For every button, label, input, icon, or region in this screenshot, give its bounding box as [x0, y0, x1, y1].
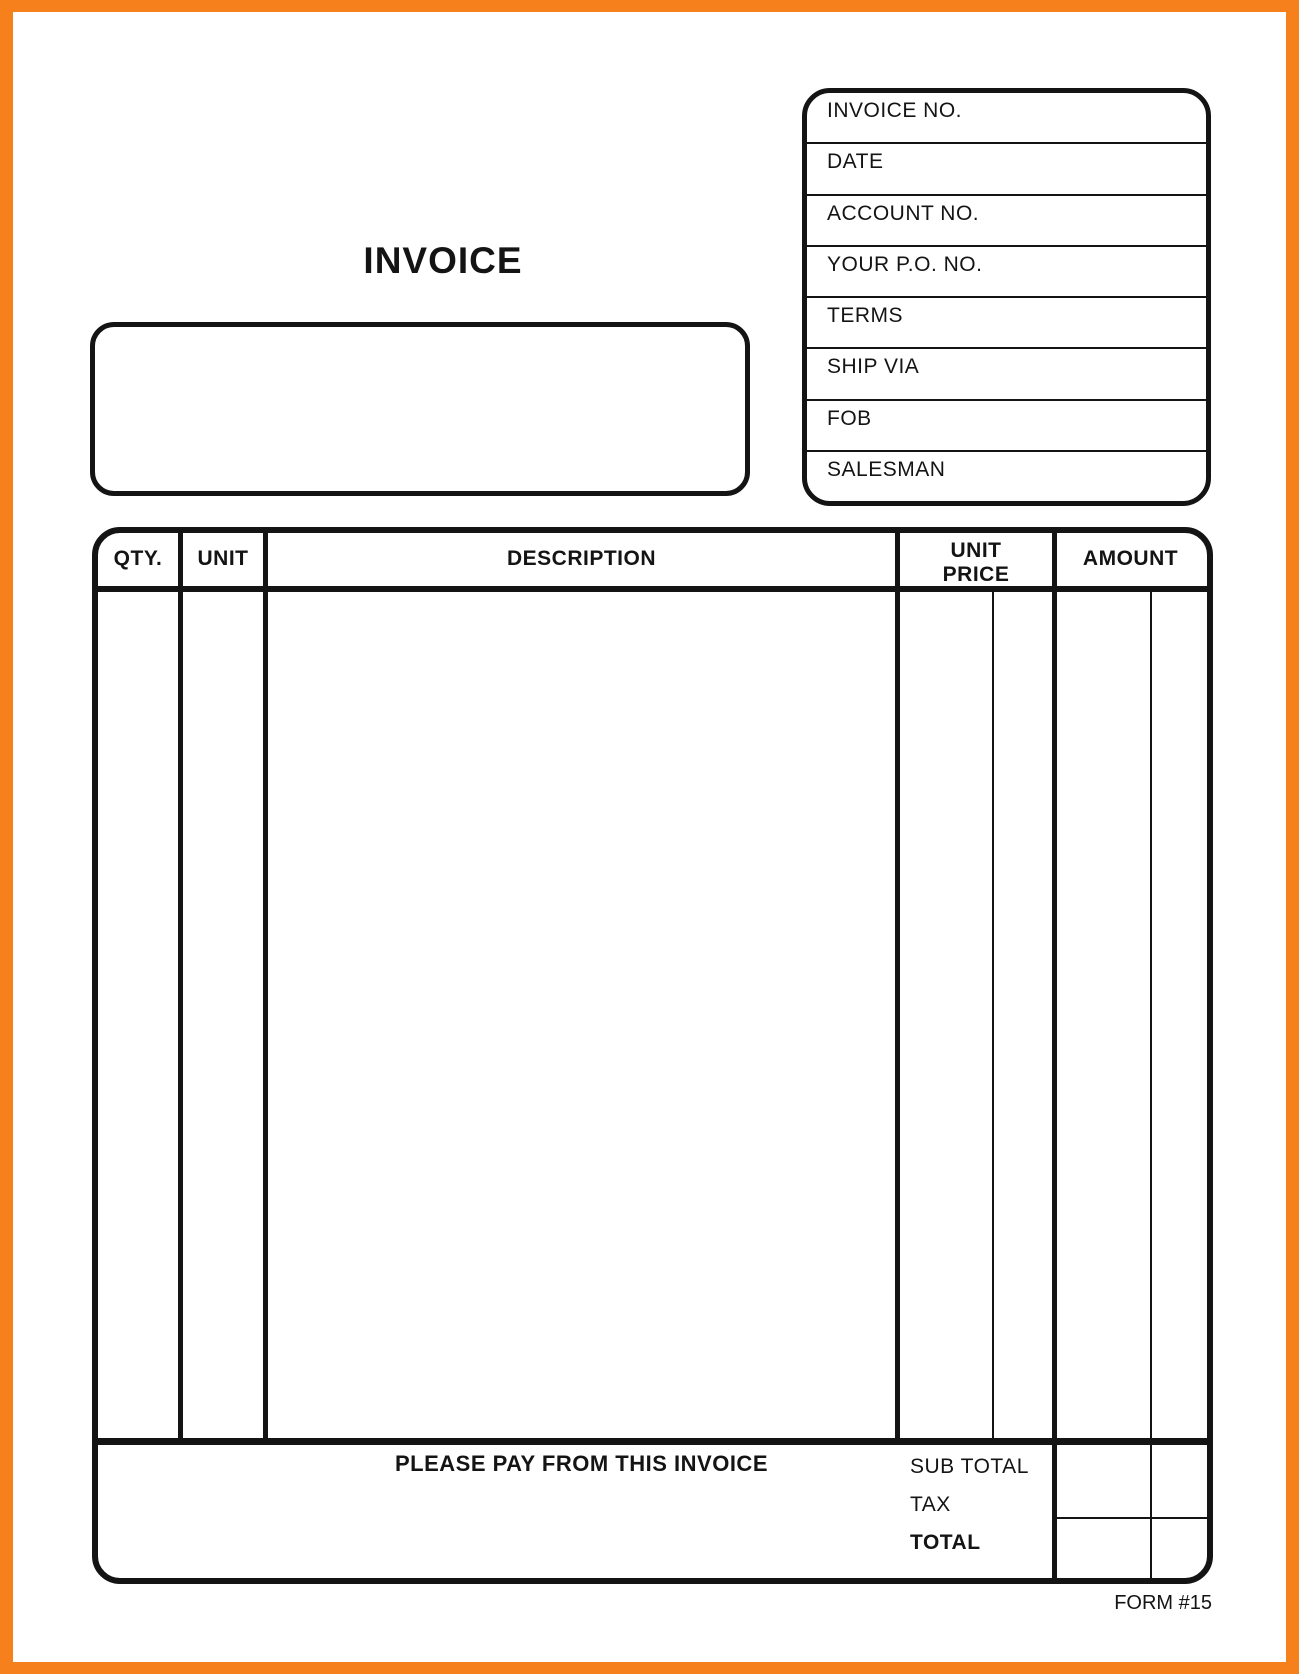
total-amount-cell[interactable] — [1057, 1519, 1207, 1578]
line-items-grid — [98, 533, 1207, 1578]
ship-via-field[interactable] — [807, 347, 1206, 398]
subtotal-label: SUB TOTAL — [910, 1455, 1029, 1478]
date-label: DATE — [827, 150, 884, 174]
po-no-label: YOUR P.O. NO. — [827, 252, 983, 276]
account-no-label: ACCOUNT NO. — [827, 201, 980, 225]
tax-label: TAX — [910, 1493, 951, 1516]
line-items-table — [92, 527, 1213, 1584]
col-header-qty: QTY. — [113, 547, 163, 570]
date-field[interactable] — [807, 142, 1206, 193]
subtotal-tax-amount-cell[interactable] — [1057, 1445, 1207, 1517]
fob-label: FOB — [827, 406, 872, 430]
customer-address-box[interactable] — [90, 322, 750, 496]
fob-field[interactable] — [807, 399, 1206, 450]
salesman-field[interactable] — [807, 450, 1206, 501]
ship-via-label: SHIP VIA — [827, 355, 920, 379]
invoice-info-box — [802, 88, 1211, 506]
col-header-description: DESCRIPTION — [506, 547, 656, 570]
total-label: TOTAL — [910, 1531, 981, 1554]
page-title: INVOICE — [363, 240, 523, 281]
pay-note: PLEASE PAY FROM THIS INVOICE — [395, 1451, 768, 1476]
invoice-no-label: INVOICE NO. — [827, 99, 963, 122]
col-header-amount: AMOUNT — [1082, 547, 1179, 570]
salesman-label: SALESMAN — [827, 457, 946, 481]
items-footer-divider — [98, 1438, 1207, 1445]
col-header-unit: UNIT — [197, 547, 249, 570]
invoice-no-field[interactable] — [807, 93, 1206, 142]
po-no-field[interactable] — [807, 245, 1206, 296]
form-number: FORM #15 — [1114, 1592, 1212, 1614]
terms-field[interactable] — [807, 296, 1206, 347]
line-items-area[interactable] — [98, 592, 1207, 1438]
terms-label: TERMS — [827, 304, 903, 327]
col-header-unit-price: UNIT PRICE — [942, 539, 1010, 586]
account-no-field[interactable] — [807, 194, 1206, 245]
